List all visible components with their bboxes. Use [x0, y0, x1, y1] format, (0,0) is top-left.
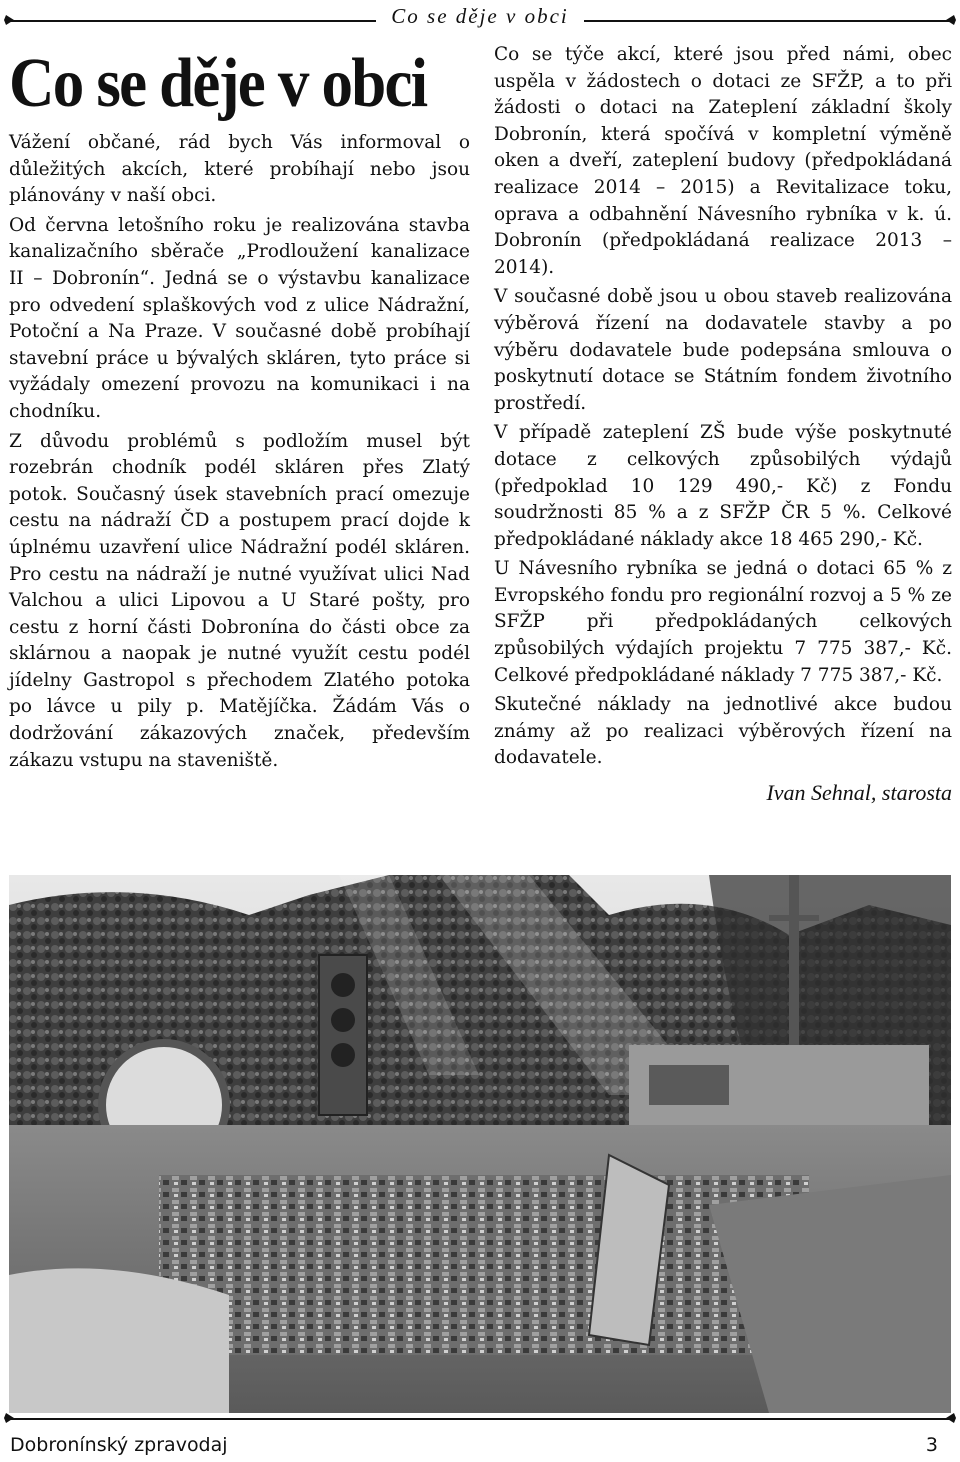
- paragraph: V současné době jsou u obou staveb realizována výběrová řízení na dodavatele stavby a po výběru dodavatele bude podepsána smlouva o poskytnutí dotace se Státním fondem životního prostředí.: [494, 286, 952, 414]
- paragraph: Skutečné náklady na jednotlivé akce budou známy až po realizaci výběrových řízení na dodavatele.: [494, 694, 952, 769]
- paragraph: V případě zateplení ZŠ bude výše poskytnuté dotace z celkových způsobilých výdajů (předpoklad 10 129 490,- Kč) z Fondu soudržnosti 85 % a z SFŽP ČR 5 %. Celkové předpokládané náklady akce 18 465 290,- Kč.: [494, 422, 952, 550]
- page-footer: [0, 1418, 960, 1462]
- construction-site-photo: [9, 875, 951, 1413]
- publication-name: Dobronínský zpravodaj: [10, 1434, 228, 1456]
- page-number: 3: [925, 1434, 938, 1456]
- left-column: [9, 42, 470, 777]
- paragraph: Vážení občané, rád bych Vás informoval o důležitých akcích, které probíhají nebo jsou plánovány v naší obci.: [9, 132, 470, 207]
- rule-end-ornament-icon: [946, 14, 956, 26]
- right-column: [494, 42, 952, 810]
- article-title: Co se děje v obci: [9, 45, 427, 122]
- header-rule: [10, 20, 376, 22]
- author-signature: Ivan Sehnal, starosta: [766, 780, 952, 806]
- rule-end-ornament-icon: [946, 1412, 956, 1424]
- paragraph: Od června letošního roku je realizována stavba kanalizačního sběrače „Prodloužení kanalizace II – Dobronín“. Jedná se o výstavbu kanalizace pro odvedení splaškových vod z ulice Nádražní, Potoční a Na Praze. V současné době probíhají stavební práce u bývalých skláren, tyto práce si vyžádaly omezení provozu na komunikaci i na chodníku.: [9, 214, 470, 422]
- running-title: Co se děje v obci: [391, 4, 569, 28]
- photo-illustration: [9, 875, 951, 1413]
- running-header: [0, 2, 960, 32]
- paragraph: Z důvodu problémů s podložím musel být rozebrán chodník podél skláren přes Zlatý potok. Současný úsek stavebních prací omezuje cestu na nádraží ČD a postupem prací dojde k úplnému uzavření ulice Nádražní podél skláren. Pro cestu na nádraží je nutné využívat ulici Nad Valchou a ulici Lipovou a U Staré pošty, pro cestu z horní části Dobronína do části obce za sklárnou a naopak je nutné využít cestu podél jídelny Gastropol s přechodem Zlatého potoka po lávce u pily p. Matějíčka. Žádám Vás o dodržování zákazových značek, především zákazu vstupu na staveniště.: [9, 430, 470, 771]
- paragraph: Co se týče akcí, které jsou před námi, obec uspěla v žádostech o dotaci ze SFŽP, a to při žádosti o dotaci na Zateplení základní školy Dobronín, která spočívá v kompletní výměně oken a dveří, zateplení budovy (předpokládaná realizace 2014 – 2015) a Revitalizace toku, oprava a odbahnění Návesního rybníka v k. ú. Dobronín (předpokládaná realizace 2013 – 2014).: [494, 44, 952, 278]
- header-rule: [584, 20, 950, 22]
- paragraph: U Návesního rybníka se jedná o dotaci 65 % z Evropského fondu pro regionální rozvoj a 5 % ze SFŽP při předpokládaných celkových způsobilých výdajích projektu 7 775 387,- Kč. Celkové předpokládané náklady 7 775 387,- Kč.: [494, 558, 952, 686]
- footer-rule: [10, 1418, 950, 1420]
